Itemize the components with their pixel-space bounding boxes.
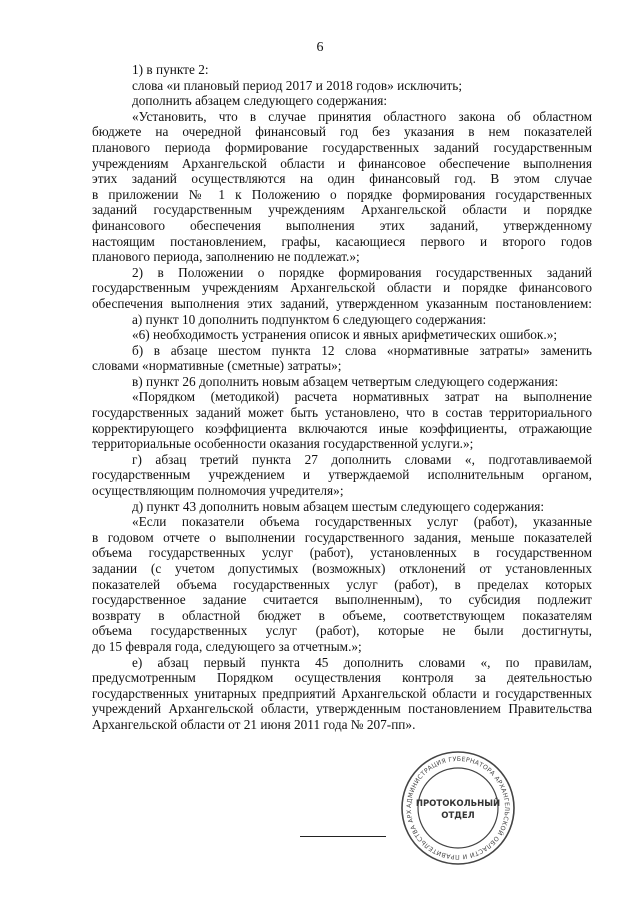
stamp-line2: ОТДЕЛ [441,811,475,821]
text-line: 2) в Положении о порядке формирования государственных заданий [132,264,592,280]
text-line: «Установить, что в случае принятия областного закона об областном [132,108,592,124]
text-line: предусмотренным Порядком осуществления контроля за деятельностью [92,670,592,686]
text-line: показателей объема государственных услуг (работ), в пределах которых [92,576,592,592]
text-line: планового периода, заполнению не подлежат.»; [92,249,360,265]
document-body [92,62,592,733]
text-line: государственных унитарных предприятий Архангельской области и государственных [92,685,592,701]
text-line: дополнить абзацем следующего содержания: [132,93,388,109]
text-line: возврату в областной бюджет в объеме, соответствующем показателям [92,607,592,623]
text-line: государственным учреждением и утверждаемой исполнительным органом, [92,467,592,483]
text-line: корректирующего коэффициента включаются иные коэффициенты, отражающие [92,420,592,436]
text-line: планового периода формирование государственных заданий государственным [92,139,592,155]
stamp-seal-icon [398,748,518,868]
text-line: объема государственных услуг (работ), которые не были достигнуты, [92,623,592,639]
text-line: г) абзац третий пункта 27 дополнить словами «, подготавливаемой [132,451,592,467]
text-line: в годовом отчете о выполнении государственного задания, меньше показателей [92,529,592,545]
text-line: а) пункт 10 дополнить подпунктом 6 следующего содержания: [132,311,487,327]
text-line: бюджете на очередной финансовый год без указания в нем показателей [92,124,592,140]
text-line: этих заданий осуществляются на один финансовый год. В этом случае [92,171,592,187]
text-line: обеспечения выполнения этих заданий, утвержденном указанным постановлением: [92,295,592,311]
text-line: в) пункт 26 дополнить новым абзацем четвертым следующего содержания: [132,373,559,389]
text-line: заданий государственным учреждениям Архангельской области и порядке [92,202,592,218]
text-line: учреждений Архангельской области, утвержденным постановлением Правительства [92,701,592,717]
text-line: государственное задание считается выполненным), то субсидия подлежит [92,592,592,608]
text-line: слова «и плановый период 2017 и 2018 годов» исключить; [132,77,463,93]
text-line: е) абзац первый пункта 45 дополнить словами «, по правилам, [132,654,592,670]
text-line: д) пункт 43 дополнить новым абзацем шестым следующего содержания: [132,498,545,514]
text-line: настоящим постановлением, графы, касающиеся первого и второго годов [92,233,592,249]
stamp-ring-text: АДМИНИСТРАЦИЯ ГУБЕРНАТОРА АРХАНГЕЛЬСКОЙ ОБЛАСТИ И ПРАВИТЕЛЬСТВА АРХ [405,755,511,861]
text-line: до 15 февраля года, следующего за отчетным.»; [92,638,362,654]
page-number: 6 [316,40,324,55]
text-line: словами «нормативные (сметные) затраты»; [92,358,342,374]
text-line: «6) необходимость устранения описок и явных арифметических ошибок.»; [132,327,558,343]
text-line: территориальные особенности оказания государственной услуги.»; [92,436,474,452]
text-line: «Если показатели объема государственных услуг (работ), указанные [132,514,592,530]
text-line: финансового обеспечения выполнения этих заданий, утвержденному [92,217,592,233]
text-line: задании (с учетом допустимых (возможных) отклонений от установленных [92,561,592,576]
text-line: б) в абзаце шестом пункта 12 слова «нормативные затраты» заменить [132,342,592,358]
text-line: 1) в пункте 2: [132,62,209,77]
text-line: Архангельской области от 21 июня 2011 года № 207-пп». [92,716,416,732]
official-stamp [398,748,518,868]
stamp-line1: ПРОТОКОЛЬНЫЙ [415,799,501,809]
text-line: государственных заданий может быть установлено, что в состав территориального [92,405,592,421]
signature-rule [300,836,386,837]
text-line: в приложении № 1 к Положению о порядке формирования государственных [92,186,592,202]
text-line: осуществляющим полномочия учредителя»; [92,483,344,499]
text-line: «Порядком (методикой) расчета нормативных затрат на выполнение [132,389,592,405]
text-line: объема государственных услуг (работ), установленных в государственном [92,545,592,561]
text-line: государственным учреждениям Архангельской области и порядке финансового [92,280,592,296]
text-line: учреждениям Архангельской области и финансовое обеспечение выполнения [92,155,592,171]
